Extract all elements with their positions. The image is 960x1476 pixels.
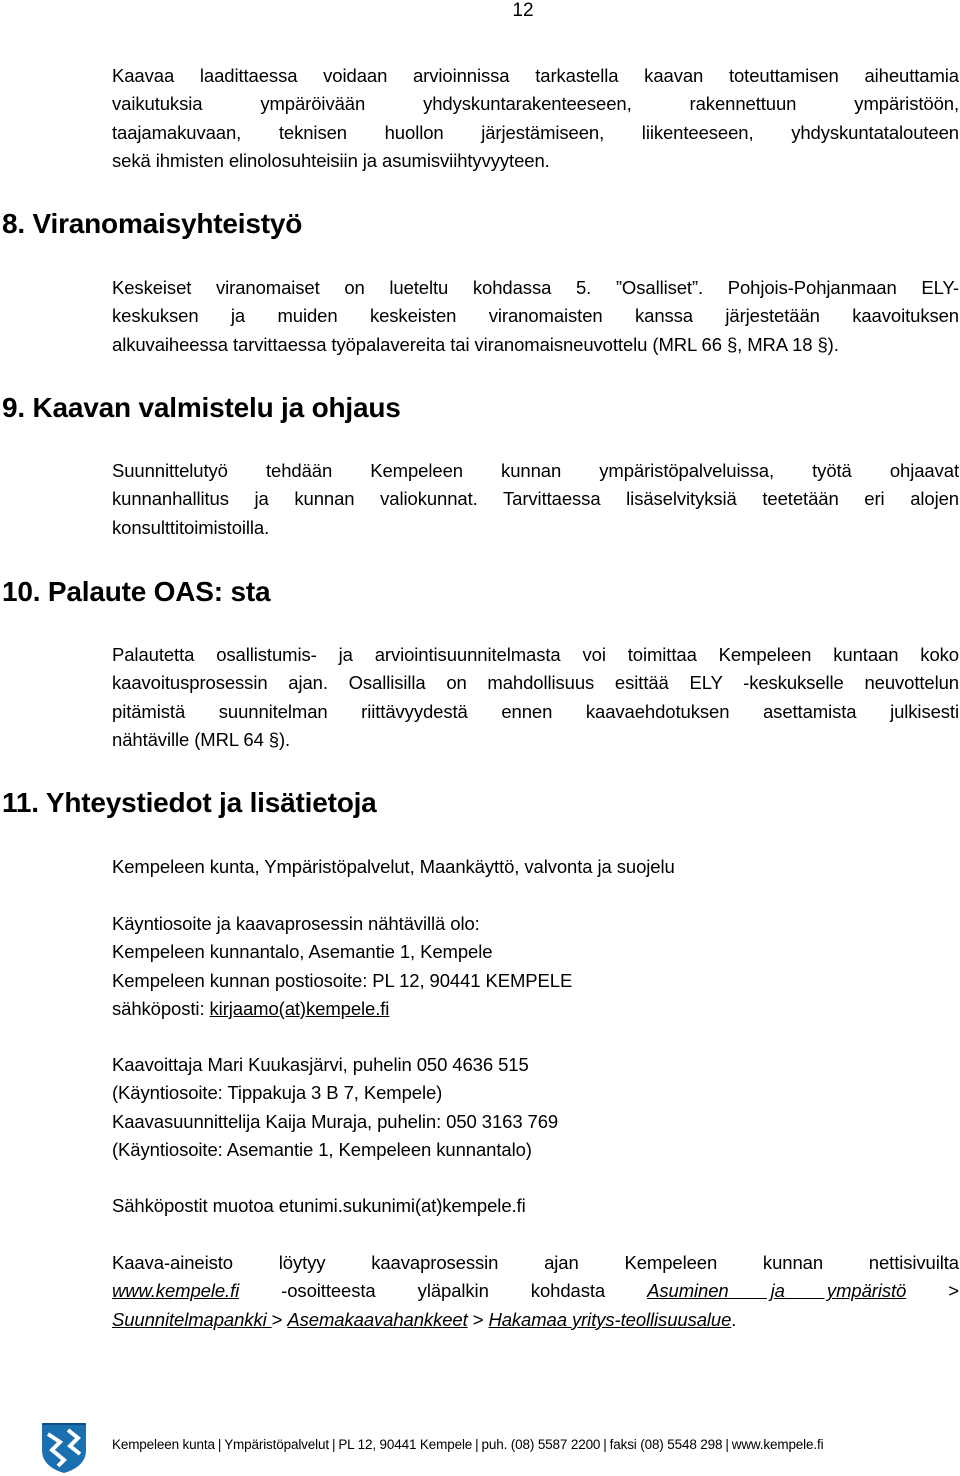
intro-line: vaikutuksia ympäröivään yhdyskuntarakenteeseen, rakennettuun ympäristöön, [112,93,959,115]
intro-line: taajamakuvaan, teknisen huollon järjestämiseen, liikenteeseen, yhdyskuntatalouteen [112,121,959,143]
material-line: Kaava-aineisto löytyy kaavaprosessin ajan Kempeleen kunnan nettisivuilta [112,1252,959,1273]
section-10-line: kaavoitusprosessin ajan. Osallisilla on mahdollisuus esittää ELY -keskukselle neuvottelun [112,672,959,694]
footer-org: Kempeleen kunta [112,1437,215,1452]
breadcrumb-separator: > [467,1308,489,1330]
material-text: -osoitteesta yläpalkin kohdasta [239,1280,648,1302]
footer-department: Ympäristöpalvelut [224,1437,329,1452]
footer: Kempeleen kunta | Ympäristöpalvelut | PL 12, 90441 Kempele | puh. (08) 5587 2200 | faksi (08) 5548 298 | www.kempele.fi [112,1437,824,1452]
email-line [112,995,959,1023]
section-8-line: Keskeiset viranomaiset on lueteltu kohdassa 5. ”Osalliset”. Pohjois-Pohjanmaan ELY- [112,277,959,298]
section-10-heading: 10. Palaute OAS: sta [2,576,271,607]
section-10-paragraph [112,641,959,754]
intro-line: Kaavaa laadittaessa voidaan arvioinnissa tarkastella kaavan toteuttamisen aiheuttamia [112,65,959,86]
section-9-line: konsulttitoimistoilla. [112,516,270,538]
link-suunnitelmapankki[interactable]: Suunnitelmapankki [112,1308,272,1330]
section-9-line: kunnanhallitus ja kunnan valiokunnat. Tarvittaessa lisäselvityksiä teetetään eri alojen [112,488,959,510]
footer-phone: puh. (08) 5587 2200 [481,1437,601,1452]
section-9-line: Suunnittelutyö tehdään Kempeleen kunnan ympäristöpalveluissa, työtä ohjaavat [112,460,959,481]
contact-line: (Käyntiosoite: Asemantie 1, Kempeleen kunnantalo) [112,1138,532,1160]
section-10-line: pitämistä suunnitelman riittävyydestä ennen kaavaehdotuksen asettamista julkisesti [112,700,959,722]
email-link[interactable]: kirjaamo(at)kempele.fi [209,997,390,1019]
footer-address: PL 12, 90441 Kempele [338,1437,473,1452]
site-link[interactable]: www.kempele.fi [112,1280,240,1302]
material-line [112,1306,959,1334]
intro-line: sekä ihmisten elinolosuhteisiin ja asumisviihtyvyyteen. [112,149,550,171]
link-asuminen[interactable]: Asuminen ja ympäristö [647,1280,907,1302]
address-line: Kempeleen kunnantalo, Asemantie 1, Kempele [112,941,493,963]
address-line: Kempeleen kunnan postiosoite: PL 12, 90441 KEMPELE [112,969,573,991]
section-8-line: keskuksen ja muiden keskeisten viranomaisten kanssa järjestetään kaavoituksen [112,305,959,327]
organization-line: Kempeleen kunta, Ympäristöpalvelut, Maankäyttö, valvonta ja suojelu [112,856,675,877]
section-9-heading: 9. Kaavan valmistelu ja ohjaus [2,392,401,423]
section-8-paragraph [112,274,959,359]
section-9-paragraph [112,457,959,542]
section-8-heading: 8. Viranomaisyhteistyö [2,208,303,239]
intro-paragraph [112,62,959,175]
material-line [112,1277,959,1305]
footer-fax: faksi (08) 5548 298 [609,1437,723,1452]
section-10-line: Palautetta osallistumis- ja arviointisuunnitelmasta voi toimittaa Kempeleen kuntaan koko [112,644,959,665]
breadcrumb-separator: > [906,1280,959,1302]
address-line: Käyntiosoite ja kaavaprosessin nähtävillä olo: [112,913,480,934]
link-hakamaa[interactable]: Hakamaa yritys-teollisuusalue [488,1308,732,1330]
material-paragraph [112,1249,959,1334]
footer-website[interactable]: www.kempele.fi [731,1437,824,1452]
email-label: sähköposti: [112,997,210,1019]
email-format-line: Sähköpostit muotoa etunimi.sukunimi(at)kempele.fi [112,1195,526,1216]
link-asemakaavahankkeet[interactable]: Asemakaavahankkeet [287,1308,468,1330]
page-number: 12 [512,0,534,21]
kempele-coat-of-arms-icon [38,1420,90,1474]
section-11-heading: 11. Yhteystiedot ja lisätietoja [2,787,377,818]
section-10-line: nähtäville (MRL 64 §). [112,728,291,750]
breadcrumb-separator: > [271,1308,288,1330]
section-8-line: alkuvaiheessa tarvittaessa työpalavereita tai viranomaisneuvottelu (MRL 66 §, MRA 18 §). [112,333,839,355]
contact-line: Kaavasuunnittelija Kaija Muraja, puhelin: 050 3163 769 [112,1110,559,1132]
contact-line: (Käyntiosoite: Tippakuja 3 B 7, Kempele) [112,1082,443,1104]
contact-block [112,1051,959,1164]
period: . [731,1308,737,1330]
address-block [112,910,959,1023]
contact-line: Kaavoittaja Mari Kuukasjärvi, puhelin 050 4636 515 [112,1054,529,1075]
